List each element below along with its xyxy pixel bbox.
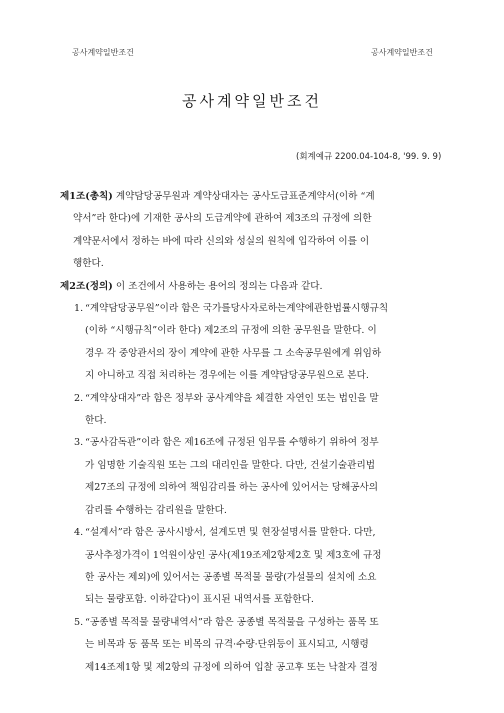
item-text-line: “계약상대자”라 함은 정부와 공사계약을 체결한 자연인 또는 법인을 말 bbox=[85, 392, 379, 404]
item-text-line: “계약담당공무원”이라 함은 국가를당사자로하는계약에관한법률시행규칙 bbox=[85, 303, 389, 315]
list-item bbox=[60, 388, 448, 433]
item-text-line: 경우 각 중앙관서의 장이 계약에 관한 사무를 그 소속공무원에게 위임하 bbox=[85, 347, 382, 359]
article-text-line: 행한다. bbox=[73, 258, 104, 270]
article-text-line: 약서”라 한다)에 기재한 공사의 도급계약에 관하여 제3조의 규정에 의한 bbox=[73, 213, 372, 225]
item-text-line: 공사추정가격이 1억원이상인 공사(제19조제2항제2호 및 제3호에 규정 bbox=[85, 549, 382, 561]
document-body bbox=[60, 186, 448, 679]
article-1 bbox=[60, 186, 448, 276]
definition-list bbox=[60, 298, 448, 679]
item-text-line: 가 임명한 기술직원 또는 그의 대리인을 말한다. 다만, 건설기술관리법 bbox=[85, 459, 375, 471]
item-text-line: 제14조제1항 및 제2항의 규정에 의하여 입찰 공고후 또는 낙찰자 결정 bbox=[85, 661, 378, 673]
list-item bbox=[60, 298, 448, 388]
item-text-line: 한 공사는 제외)에 있어서는 공종별 목적물 물량(가설물의 설치에 소요 bbox=[85, 571, 377, 583]
item-number: 3. bbox=[74, 437, 84, 449]
article-text-line: 계약문서에서 정하는 바에 따라 신의와 성실의 원칙에 입각하여 이를 이 bbox=[73, 235, 370, 247]
article-heading: 제1조(총칙) bbox=[60, 191, 113, 202]
regulation-reference: (회계예규 2200.04-104-8, '99. 9. 9) bbox=[296, 152, 442, 162]
article-heading: 제2조(정의) bbox=[60, 280, 113, 292]
item-number: 5. bbox=[74, 616, 84, 628]
list-item bbox=[60, 522, 448, 612]
running-header-right: 공사계약일반조건 bbox=[371, 48, 433, 57]
item-text-line: 는 비목과 동 품목 또는 비목의 규격·수량·단위등이 표시되고, 시행령 bbox=[85, 639, 369, 651]
item-text-line: 감리를 수행하는 감리원을 말한다. bbox=[85, 504, 227, 516]
running-header-left: 공사계약일반조건 bbox=[72, 48, 134, 57]
item-number: 4. bbox=[74, 527, 84, 539]
item-number: 1. bbox=[74, 303, 84, 315]
item-text-line: “공사감독관”이라 함은 제16조에 규정된 임무를 수행하기 위하여 정부 bbox=[85, 437, 379, 449]
item-number: 2. bbox=[74, 392, 84, 404]
list-item bbox=[60, 612, 448, 679]
list-item bbox=[60, 432, 448, 522]
item-text-line: 되는 물량포함. 이하같다)이 표시된 내역서를 포함한다. bbox=[85, 594, 314, 606]
item-text-line: “공종별 목적물 물량내역서”라 함은 공종별 목적물을 구성하는 품목 또 bbox=[85, 616, 379, 628]
article-text-line: 계약담당공무원과 계약상대자는 공사도급표준계약서(이하 “계 bbox=[112, 191, 375, 202]
item-text-line: 제27조의 규정에 의하여 책임감리를 하는 공사에 있어서는 당해공사의 bbox=[85, 482, 379, 494]
article-text-line: 이 조건에서 사용하는 용어의 정의는 다음과 같다. bbox=[112, 280, 323, 292]
item-text-line: 한다. bbox=[85, 415, 107, 427]
item-text-line: (이하 “시행규칙”이라 한다) 제2조의 규정에 의한 공무원을 말한다. 이 bbox=[85, 325, 377, 337]
item-text-line: 지 아니하고 직접 처리하는 경우에는 이를 계약담당공무원으로 본다. bbox=[85, 370, 369, 382]
article-2 bbox=[60, 276, 448, 679]
item-text-line: “설계서”라 함은 공사시방서, 설계도면 및 현장설명서를 말한다. 다만, bbox=[85, 527, 376, 539]
document-title: 공사계약일반조건 bbox=[182, 92, 322, 110]
